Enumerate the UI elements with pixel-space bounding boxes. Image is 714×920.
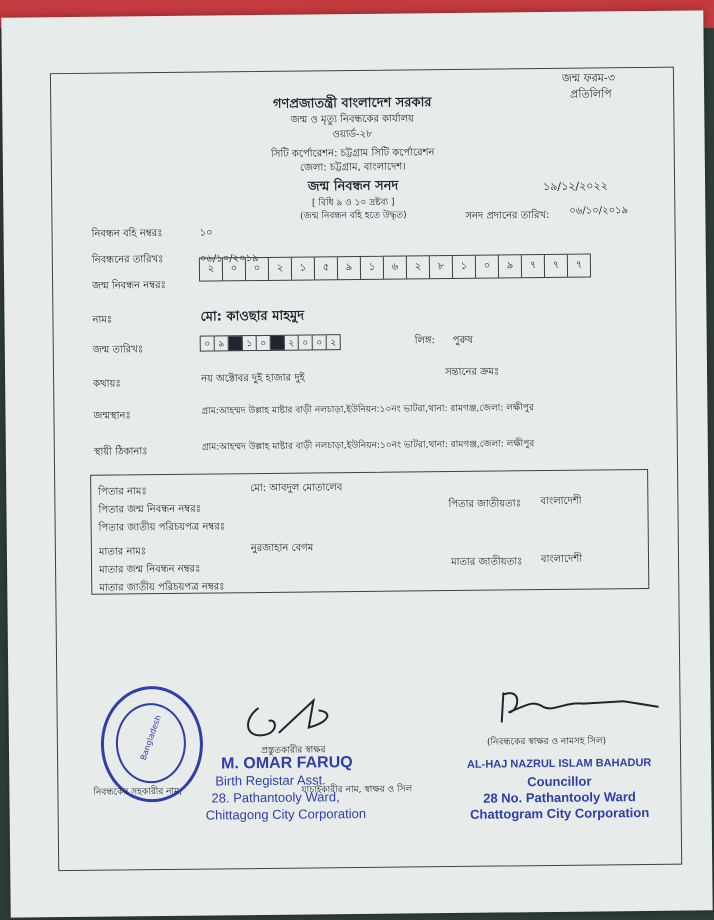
father-reg-label: পিতার জন্ম নিবন্ধন নম্বরঃ xyxy=(98,503,202,516)
reg-digit: ৭ xyxy=(545,255,568,277)
in-words: নয় অক্টোবর দুই হাজার দুই xyxy=(201,372,305,385)
assistant-corporation: Chittagong City Corporation xyxy=(205,805,367,823)
reg-digit: ০ xyxy=(476,256,499,278)
councillor-name: AL-HAJ NAZRUL ISLAM BAHADUR xyxy=(466,756,652,771)
dob-label: জন্ম তারিখঃ xyxy=(92,344,144,356)
reg-digit: ৬ xyxy=(384,256,407,278)
reg-digit: ২ xyxy=(407,256,430,278)
reg-digit: ২ xyxy=(200,258,223,280)
councillor-corporation: Chattogram City Corporation xyxy=(470,804,650,822)
dob-digit: ০ xyxy=(299,335,313,349)
assistant-ward: 28. Pathantooly Ward, xyxy=(211,789,340,806)
mother-nid-label: মাতার জাতীয় পরিচয়পত্র নম্বরঃ xyxy=(99,581,225,594)
registrar-label: (নিবন্ধকের স্বাক্ষর ও নামসহ সিল) xyxy=(486,736,607,748)
father-nationality-label: পিতার জাতীয়তাঃ xyxy=(448,498,522,511)
reg-digit: ২ xyxy=(269,258,292,280)
book-no: ১০ xyxy=(199,227,213,239)
father-nid-label: পিতার জাতীয় পরিচয়পত্র নম্বরঃ xyxy=(98,521,226,534)
stamp-text: Bangladesh xyxy=(138,714,163,762)
reg-digit: ৯ xyxy=(338,257,361,279)
reg-digit: ৭ xyxy=(522,255,545,277)
preparer-signature xyxy=(238,692,349,743)
assistant-caption: নিবন্ধকের সহকারীর নাম, xyxy=(93,786,183,798)
copy-label: প্রতিলিপি xyxy=(570,87,612,101)
councillor-title: Councillor xyxy=(527,773,592,790)
mother-reg-label: মাতার জন্ম নিবন্ধন নম্বরঃ xyxy=(99,563,201,576)
corporation: সিটি কর্পোরেশন: চট্টগ্রাম সিটি কর্পোরেশন xyxy=(270,147,435,160)
permanent-address: গ্রাম:আহম্মদ উল্লাহ মাষ্টার বাড়ী নলচাড়া,ইউনিয়ন:১০নং ভাটরা,থানা: রামগঞ্জ,জেলা: লক্ষীপুর xyxy=(201,439,535,453)
mother-name: নুরজাহান বেগম xyxy=(250,542,314,555)
source-note: (জন্ম নিবন্ধন বহি হতে উদ্ধৃত) xyxy=(300,210,407,222)
reg-no-label: জন্ম নিবন্ধন নম্বরঃ xyxy=(92,279,167,292)
mother-nationality-label: মাতার জাতীয়তাঃ xyxy=(450,556,523,569)
reg-digit: ১ xyxy=(292,257,315,279)
reg-digit: ০ xyxy=(223,258,246,280)
gov-title: গণপ্রজাতন্ত্রী বাংলাদেশ সরকার xyxy=(272,95,432,112)
reg-digit: ০ xyxy=(246,258,269,280)
verifier-caption: যাচাইকারীর নাম, স্বাক্ষর ও সিল xyxy=(301,784,413,796)
dob-digit: ০ xyxy=(257,336,271,350)
reg-digit: ৮ xyxy=(430,256,453,278)
dob-boxes xyxy=(200,334,341,351)
reg-digit: ১ xyxy=(361,257,384,279)
rule-reference: [ বিধি ৯ ও ১০ দ্রষ্টব্য ] xyxy=(311,197,395,209)
certificate-title: জন্ম নিবন্ধন সনদ xyxy=(307,178,399,195)
sex: পুরুষ xyxy=(452,334,473,346)
father-nationality: বাংলাদেশী xyxy=(540,495,582,508)
dob-separator xyxy=(229,336,243,350)
birth-certificate xyxy=(1,10,712,917)
ward: ওয়ার্ড-২৮ xyxy=(332,128,373,141)
birthplace-label: জন্মস্থানঃ xyxy=(93,410,131,422)
father-name: মো: আবদুল মোতালেব xyxy=(250,482,343,495)
dob-digit: ০ xyxy=(201,336,215,350)
registrar-signature xyxy=(493,681,673,731)
dob-digit: ২ xyxy=(285,336,299,350)
issue-date: ০৬/১০/২০১৯ xyxy=(569,205,629,217)
address-label: স্থায়ী ঠিকানাঃ xyxy=(93,446,148,458)
mother-nationality: বাংলাদেশী xyxy=(540,553,583,566)
reg-no-boxes xyxy=(199,254,591,282)
reg-digit: ৫ xyxy=(315,257,338,279)
preparer-label: প্রস্তুতকারীর স্বাক্ষর xyxy=(260,745,326,757)
dob-digit: ১ xyxy=(243,336,257,350)
dob-separator xyxy=(271,336,285,350)
reg-digit: ৭ xyxy=(575,259,583,271)
print-date: ১৯/১২/২০২২ xyxy=(543,179,608,194)
reg-date: ০৬/১০/২০১৯ xyxy=(199,253,259,265)
reg-digit: ১ xyxy=(453,256,476,278)
councillor-ward: 28 No. Pathantooly Ward xyxy=(483,789,636,806)
dob-digit: ২ xyxy=(330,337,337,348)
reg-date-label: নিবন্ধনের তারিখঃ xyxy=(91,254,164,266)
in-words-label: কথায়ঃ xyxy=(93,378,121,390)
name-label: নামঃ xyxy=(92,314,113,326)
birthplace: গ্রাম:আহম্মদ উল্লাহ মাষ্টার বাড়ী নলচাড়া,ইউনিয়ন:১০নং ভাটরা,থানা: রামগঞ্জ,জেলা: লক্ষীপুর xyxy=(201,403,534,417)
dob-digit: ৯ xyxy=(215,336,229,350)
father-name-label: পিতার নামঃ xyxy=(98,486,147,498)
issue-date-label: সনদ প্রদানের তারিখ: xyxy=(465,209,550,222)
child-name: মো: কাওছার মাহমুদ xyxy=(200,308,305,325)
sex-label: লিঙ্গ: xyxy=(414,335,436,347)
assistant-title: Birth Registar Asst. xyxy=(215,772,326,789)
dob-digit: ০ xyxy=(313,335,327,349)
child-order-label: সন্তানের ক্রমঃ xyxy=(444,366,500,379)
form-number: জন্ম ফরম-৩ xyxy=(561,71,616,85)
assistant-name: M. OMAR FARUQ xyxy=(221,754,353,773)
district: জেলা: চট্টগ্রাম, বাংলাদেশ। xyxy=(299,161,406,174)
mother-name-label: মাতার নামঃ xyxy=(98,546,147,558)
office-title: জন্ম ও মৃত্যু নিবন্ধকের কার্যালয় xyxy=(290,113,415,126)
reg-digit: ৯ xyxy=(499,255,522,277)
book-no-label: নিবন্ধন বহি নম্বরঃ xyxy=(91,228,163,240)
